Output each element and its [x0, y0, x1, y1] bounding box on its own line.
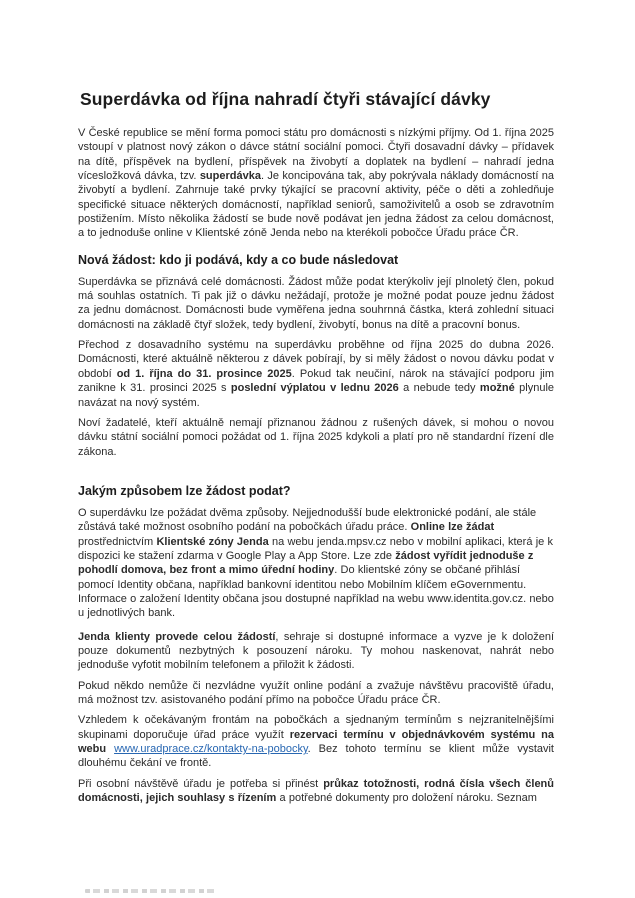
paragraph	[78, 777, 554, 806]
bold-text: od 1. října do 31. prosince 2025	[116, 367, 292, 380]
body-text: . Do klientské zóny se občané přihlásí pomocí Identity občana, například bankovní identitou nebo Mobilním klíčem eGovernmentu. Informace o založení Identity občana jsou dostupné například na webu www.identita.gov.cz. nebo u jednotlivých bank.	[78, 564, 554, 620]
bold-text: průkaz totožnosti, rodná čísla všech členů domácnosti, jejich souhlasy s řízením	[78, 777, 555, 805]
paragraph	[78, 275, 554, 332]
document-content	[78, 88, 554, 811]
body-text: a nebude tedy	[398, 382, 480, 395]
body-text: Vzhledem k očekávaným frontám na pobočkách a sjednaným termínům s nejzranitelnějšími skupinami doporučuje úřad práce využít	[78, 714, 554, 741]
bold-text: Jenda klienty provede celou žádostí	[78, 630, 276, 643]
cutoff-text-fragment	[85, 889, 217, 893]
bold-text: možné	[479, 382, 515, 395]
body-text: Noví žadatelé, kteří aktuálně nemají přiznanou žádnou z rušených dávek, si mohou o novou dávku státní sociální pomoci požádat od 1. října 2025 kdykoli a platí pro ně standardní řízení dle zákona.	[78, 416, 554, 458]
body-text: plynule navázat na nový systém.	[78, 382, 555, 409]
body-text: . Je koncipována tak, aby pokrývala náklady domácností na živobytí a bydlení. Zahrnuje také prvky týkající se pracovní aktivity, péče o děti a zohledňuje specifické situace některých domácností, například seniorů, samoživitelů a osob se zdravotním postižením. Místo několika žádostí se bude nově podávat jen jedna žádost za celou domácnost, a to jednoduše online v Klientské zóně Jenda nebo na kterékoli pobočce Úřadu práce ČR.	[78, 170, 554, 240]
body-text: O superdávku lze požádat dvěma způsoby. Nejjednodušší bude elektronické podání, ale stále zůstává také možnost osobního podání na pobočkách úřadu práce.	[78, 506, 537, 534]
body-text: , sehraje si dostupné informace a vyzve je k doložení pouze dokumentů nezbytných k posouzení nároku. Ty mohou naskenovat, nahrát nebo jednoduše vyfotit mobilním telefonem a přiložit k žádosti.	[78, 630, 554, 672]
body-text: na webu jenda.mpsv.cz nebo v mobilní aplikaci, která je k dispozici ke stažení zdarma v Google Play a App Store. Lze zde	[78, 535, 554, 562]
body-text: . Bez tohoto termínu se klient může vystavit dlouhému čekání ve frontě.	[78, 743, 554, 770]
body-text: Při osobní návštěvě úřadu je potřeba si přinést	[78, 777, 324, 790]
body-text: prostřednictvím	[78, 535, 157, 548]
paragraph	[78, 630, 554, 673]
bold-text: žádost vyřídit jednoduše z pohodlí domova, bez front a mimo úřední hodiny	[78, 549, 534, 577]
section-heading: Nová žádost: kdo ji podává, kdy a co bude následovat	[78, 252, 399, 267]
booking-link[interactable]: www.uradprace.cz/kontakty-na-pobocky	[114, 743, 308, 756]
page-title: Superdávka od října nahradí čtyři stávající dávky	[80, 89, 491, 109]
paragraph	[78, 416, 554, 459]
bold-text: poslední výplatou v lednu 2026	[230, 382, 399, 395]
bold-text: superdávka	[199, 170, 261, 183]
body-text: Pokud někdo nemůže či nezvládne využít online podání a zvažuje návštěvu pracoviště úřadu, má možnost tzv. asistovaného podání přímo na pobočce Úřadu práce ČR.	[78, 679, 554, 706]
paragraph	[78, 679, 554, 708]
body-text: a potřebné dokumenty pro doložení nároku. Seznam	[276, 792, 537, 805]
paragraph	[78, 506, 554, 621]
paragraph	[78, 338, 554, 410]
body-text: Přechod z dosavadního systému na superdávku proběhne od října 2025 do dubna 2026. Domácnosti, které aktuálně některou z dávek pobírají, by si měly žádost o novou dávku podat v období	[78, 339, 554, 380]
bold-text: Online lze žádat	[410, 521, 495, 534]
section-heading: Jakým způsobem lze žádost podat?	[78, 483, 291, 498]
body-text: . Pokud tak neučiní, nárok na stávající podporu jim zanikne k 31. prosinci 2025 s	[78, 367, 555, 395]
bold-text: rezervaci termínu v objednávkovém systému na webu	[78, 728, 554, 756]
document-body	[78, 126, 554, 805]
bold-text: Klientské zóny Jenda	[156, 535, 269, 548]
paragraph	[78, 713, 554, 770]
body-text: Superdávka se přiznává celé domácnosti. Žádost může podat kterýkoliv její plnoletý člen, pokud má souhlas ostatních. Ti pak již o dávku nežádají, protože je možné podat pouze jednu žádost za jednu domácnost. Domácnosti bude vyměřena jedna souhrnná částka, která zohlední situaci domácnosti na základě čtyř složek, tedy bydlení, živobytí, bonus na dítě a pracovní bonus.	[78, 275, 554, 331]
body-text: V České republice se mění forma pomoci státu pro domácnosti s nízkými příjmy. Od 1. října 2025 vstoupí v platnost nový zákon o dávce státní sociální pomoci. Čtyři dosavadní dávky – přídavek na dítě, příspěvek na bydlení, příspěvek na živobytí a doplatek na bydlení – nahradí jedna vícesložková dávka, tzv.	[78, 127, 554, 183]
paragraph	[78, 126, 554, 241]
